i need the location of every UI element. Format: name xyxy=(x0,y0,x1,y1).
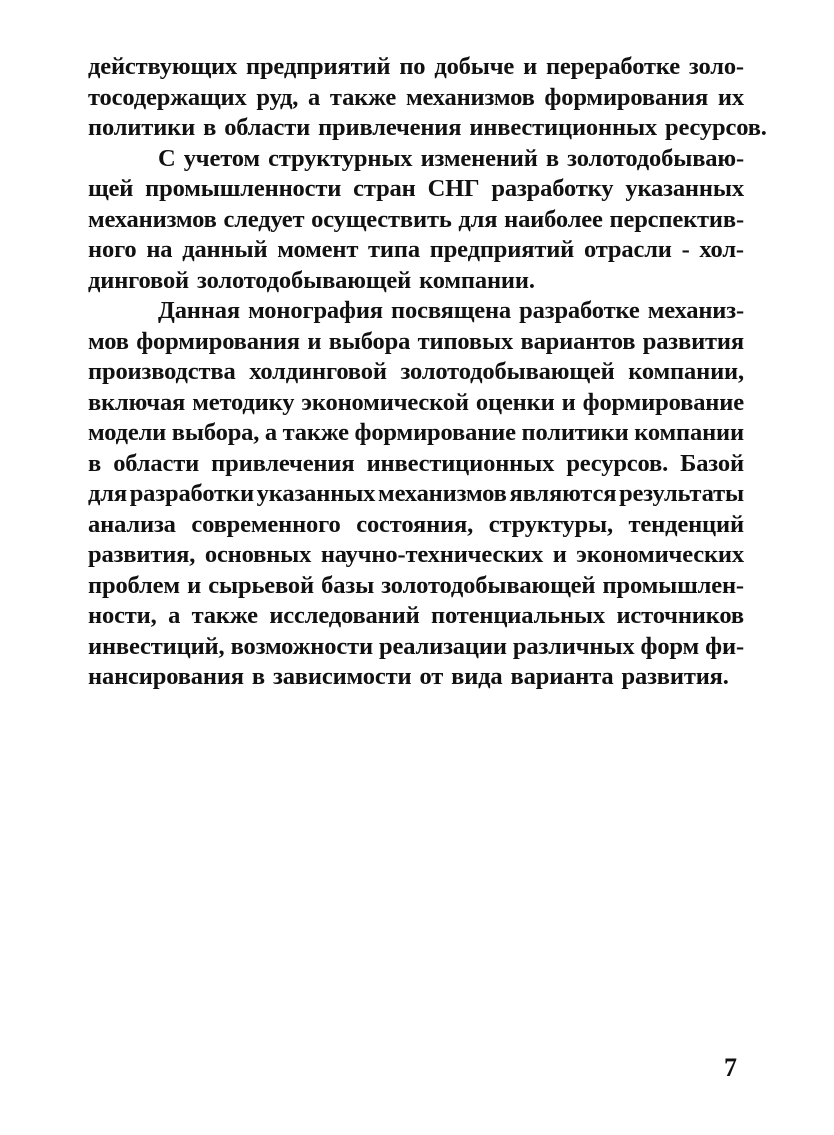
text-line: нансирования в зависимости от вида варианта развития. xyxy=(88,663,729,690)
text-line: тосодержащих руд, а также механизмов формирования их xyxy=(88,83,744,111)
text-line: действующих предприятий по добыче и переработке золо- xyxy=(88,53,744,80)
text-line: для разработки указанных механизмов являются результаты xyxy=(88,480,744,507)
paragraph xyxy=(88,52,767,144)
text-line: динговой золотодобывающей компании. xyxy=(88,266,535,294)
text-line: С учетом структурных изменений в золотодобываю- xyxy=(158,144,744,172)
body-text xyxy=(88,52,767,693)
text-line: производства холдинговой золотодобывающей компании, xyxy=(88,358,744,385)
page-number: 7 xyxy=(724,1053,737,1082)
text-line: в области привлечения инвестиционных ресурсов. Базой xyxy=(88,449,744,477)
text-line: ного на данный момент типа предприятий отрасли - хол- xyxy=(88,236,744,263)
text-line: проблем и сырьевой базы золотодобывающей промышлен- xyxy=(88,571,744,599)
text-line: механизмов следует осуществить для наиболее перспектив- xyxy=(88,205,744,233)
text-line: мов формирования и выбора типовых вариантов развития xyxy=(88,327,744,355)
text-line: ности, а также исследований потенциальных источников xyxy=(88,602,744,629)
text-line: развития, основных научно-технических и экономических xyxy=(88,541,744,568)
text-line: щей промышленности стран СНГ разработку указанных xyxy=(88,175,744,202)
text-line: анализа современного состояния, структуры, тенденций xyxy=(88,510,744,538)
paragraph xyxy=(88,296,744,693)
text-line: модели выбора, а также формирование политики компании xyxy=(88,419,744,446)
text-line: инвестиций, возможности реализации различных форм фи- xyxy=(88,632,744,660)
text-line: включая методику экономической оценки и формирование xyxy=(88,388,744,416)
text-line: политики в области привлечения инвестиционных ресурсов. xyxy=(88,114,767,141)
text-line: Данная монография посвящена разработке механиз- xyxy=(158,297,744,324)
paragraph xyxy=(88,144,744,297)
